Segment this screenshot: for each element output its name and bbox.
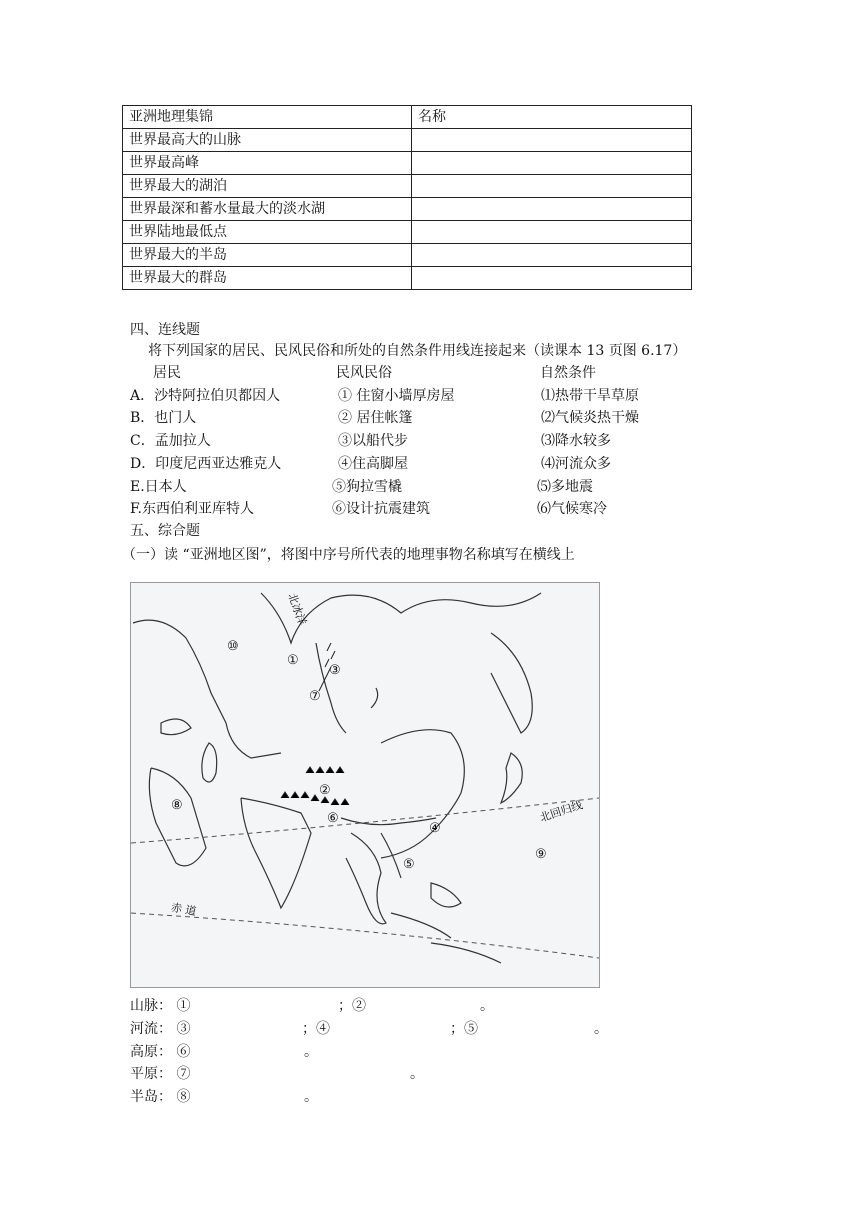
section4-instruction: 将下列国家的居民、民风民俗和所处的自然条件用线连接起来（读课本 13 页图 6.17） [148,343,687,359]
map-label-equator: 赤 道 [169,900,198,919]
map-marker-6: ⑥ [327,811,339,826]
geography-table [122,105,692,290]
map-marker-5: ⑤ [403,857,415,872]
map-marker-10: ⑩ [227,639,239,654]
arabian-peninsula [149,768,206,866]
answer-end: 。 [480,998,494,1014]
asia-map [130,582,600,988]
black-sea [161,719,191,735]
map-marker-3: ③ [329,663,341,678]
custom-item[interactable]: ① 住窗小墙厚房屋 [338,388,455,404]
custom-item[interactable]: ⑥设计抗震建筑 [332,501,430,517]
resident-item[interactable]: C．孟加拉人 [130,433,211,449]
answer-cell[interactable] [412,175,692,198]
table-row [123,267,692,290]
table-row [123,244,692,267]
answer-label: 高原： [130,1044,172,1060]
answer-line-plateau [130,1041,190,1061]
map-label-tropic: 北回归线 [538,798,585,825]
table-row [123,152,692,175]
answer-cell[interactable] [412,267,692,290]
answer-label: 平原： [130,1066,172,1082]
column-header-residents: 居民 [153,365,181,381]
map-marker-1: ① [287,653,299,668]
answer-number: ⑧ [176,1089,191,1105]
baikal-lake [371,688,378,708]
section5-title: 五、综合题 [130,523,200,539]
answer-line-mountains [130,995,190,1015]
resident-item[interactable]: E.日本人 [130,479,187,495]
table-cell: 世界最高大的山脉 [123,129,412,152]
japan [501,753,522,803]
answer-end: 。 [304,1044,318,1060]
table-row [123,129,692,152]
condition-item[interactable]: ⑷河流众多 [541,456,611,472]
answer-number: ① [176,998,191,1014]
resident-item[interactable]: D．印度尼西亚达雅克人 [130,456,282,472]
question-1: （一）读 “亚洲地区图”，将图中序号所代表的地理事物名称填写在横线上 [122,547,575,563]
custom-item[interactable]: ② 居住帐篷 [338,410,413,426]
section4-title: 四、连线题 [130,322,200,338]
table-row [123,221,692,244]
answer-line-rivers [130,1018,190,1038]
map-marker-8: ⑧ [171,798,183,813]
tropic-of-cancer-line [131,798,599,843]
kamchatka [491,633,532,733]
indochina-peninsula [346,833,386,924]
table-header-cell: 名称 [412,106,692,129]
answer-cell[interactable] [412,198,692,221]
map-marker-7: ⑦ [309,689,321,704]
map-marker-4: ④ [429,821,441,836]
answer-number: ③ [176,1021,191,1037]
map-label-arctic: 北冰洋 [285,591,309,627]
condition-item[interactable]: ⑵气候炎热干燥 [541,410,639,426]
answer-label: 半岛： [130,1089,172,1105]
coastline [133,620,281,758]
answer-number: ⑥ [176,1044,191,1060]
indonesia-islands [391,913,501,963]
indian-peninsula [241,798,311,908]
equator-line [131,913,599,958]
answer-cell[interactable] [412,221,692,244]
answer-number: ；④ [302,1021,330,1037]
answer-end: 。 [594,1021,608,1037]
table-header-row [123,106,692,129]
table-cell: 世界最高峰 [123,152,412,175]
condition-item[interactable]: ⑸多地震 [537,479,593,495]
condition-item[interactable]: ⑶降水较多 [541,433,611,449]
table-cell: 世界最深和蓄水量最大的淡水湖 [123,198,412,221]
answer-cell[interactable] [412,152,692,175]
table-row [123,198,692,221]
answer-line-plain [130,1063,190,1083]
resident-item[interactable]: B．也门人 [130,410,197,426]
custom-item[interactable]: ③以船代步 [338,433,408,449]
answer-end: 。 [410,1066,424,1082]
condition-item[interactable]: ⑹气候寒冷 [537,501,607,517]
caspian-sea [202,743,217,782]
answer-number: ；⑤ [450,1021,478,1037]
answer-cell[interactable] [412,244,692,267]
table-cell: 世界最大的湖泊 [123,175,412,198]
table-row [123,175,692,198]
resident-item[interactable]: F.东西伯利亚库特人 [130,501,254,517]
condition-item[interactable]: ⑴热带干旱草原 [541,388,639,404]
map-marker-2: ② [319,783,331,798]
asia-map-drawing [131,583,599,987]
answer-number: ⑦ [176,1066,191,1082]
custom-item[interactable]: ④住高脚屋 [338,456,408,472]
answer-number: ；② [338,998,366,1014]
column-header-customs: 民风民俗 [336,365,392,381]
china-coastline [381,730,464,858]
answer-end: 。 [304,1089,318,1105]
answer-label: 山脉： [130,998,172,1014]
answer-line-peninsula [130,1086,190,1106]
table-header-cell: 亚洲地理集锦 [123,106,412,129]
custom-item[interactable]: ⑤狗拉雪橇 [332,479,402,495]
map-marker-9: ⑨ [535,847,547,862]
himalaya-mountains [281,767,349,805]
answer-cell[interactable] [412,129,692,152]
resident-item[interactable]: A．沙特阿拉伯贝都因人 [130,388,281,404]
table-cell: 世界最大的半岛 [123,244,412,267]
answer-label: 河流： [130,1021,172,1037]
philippines [431,883,461,907]
column-header-conditions: 自然条件 [540,365,596,381]
table-cell: 世界最大的群岛 [123,267,412,290]
table-cell: 世界陆地最低点 [123,221,412,244]
